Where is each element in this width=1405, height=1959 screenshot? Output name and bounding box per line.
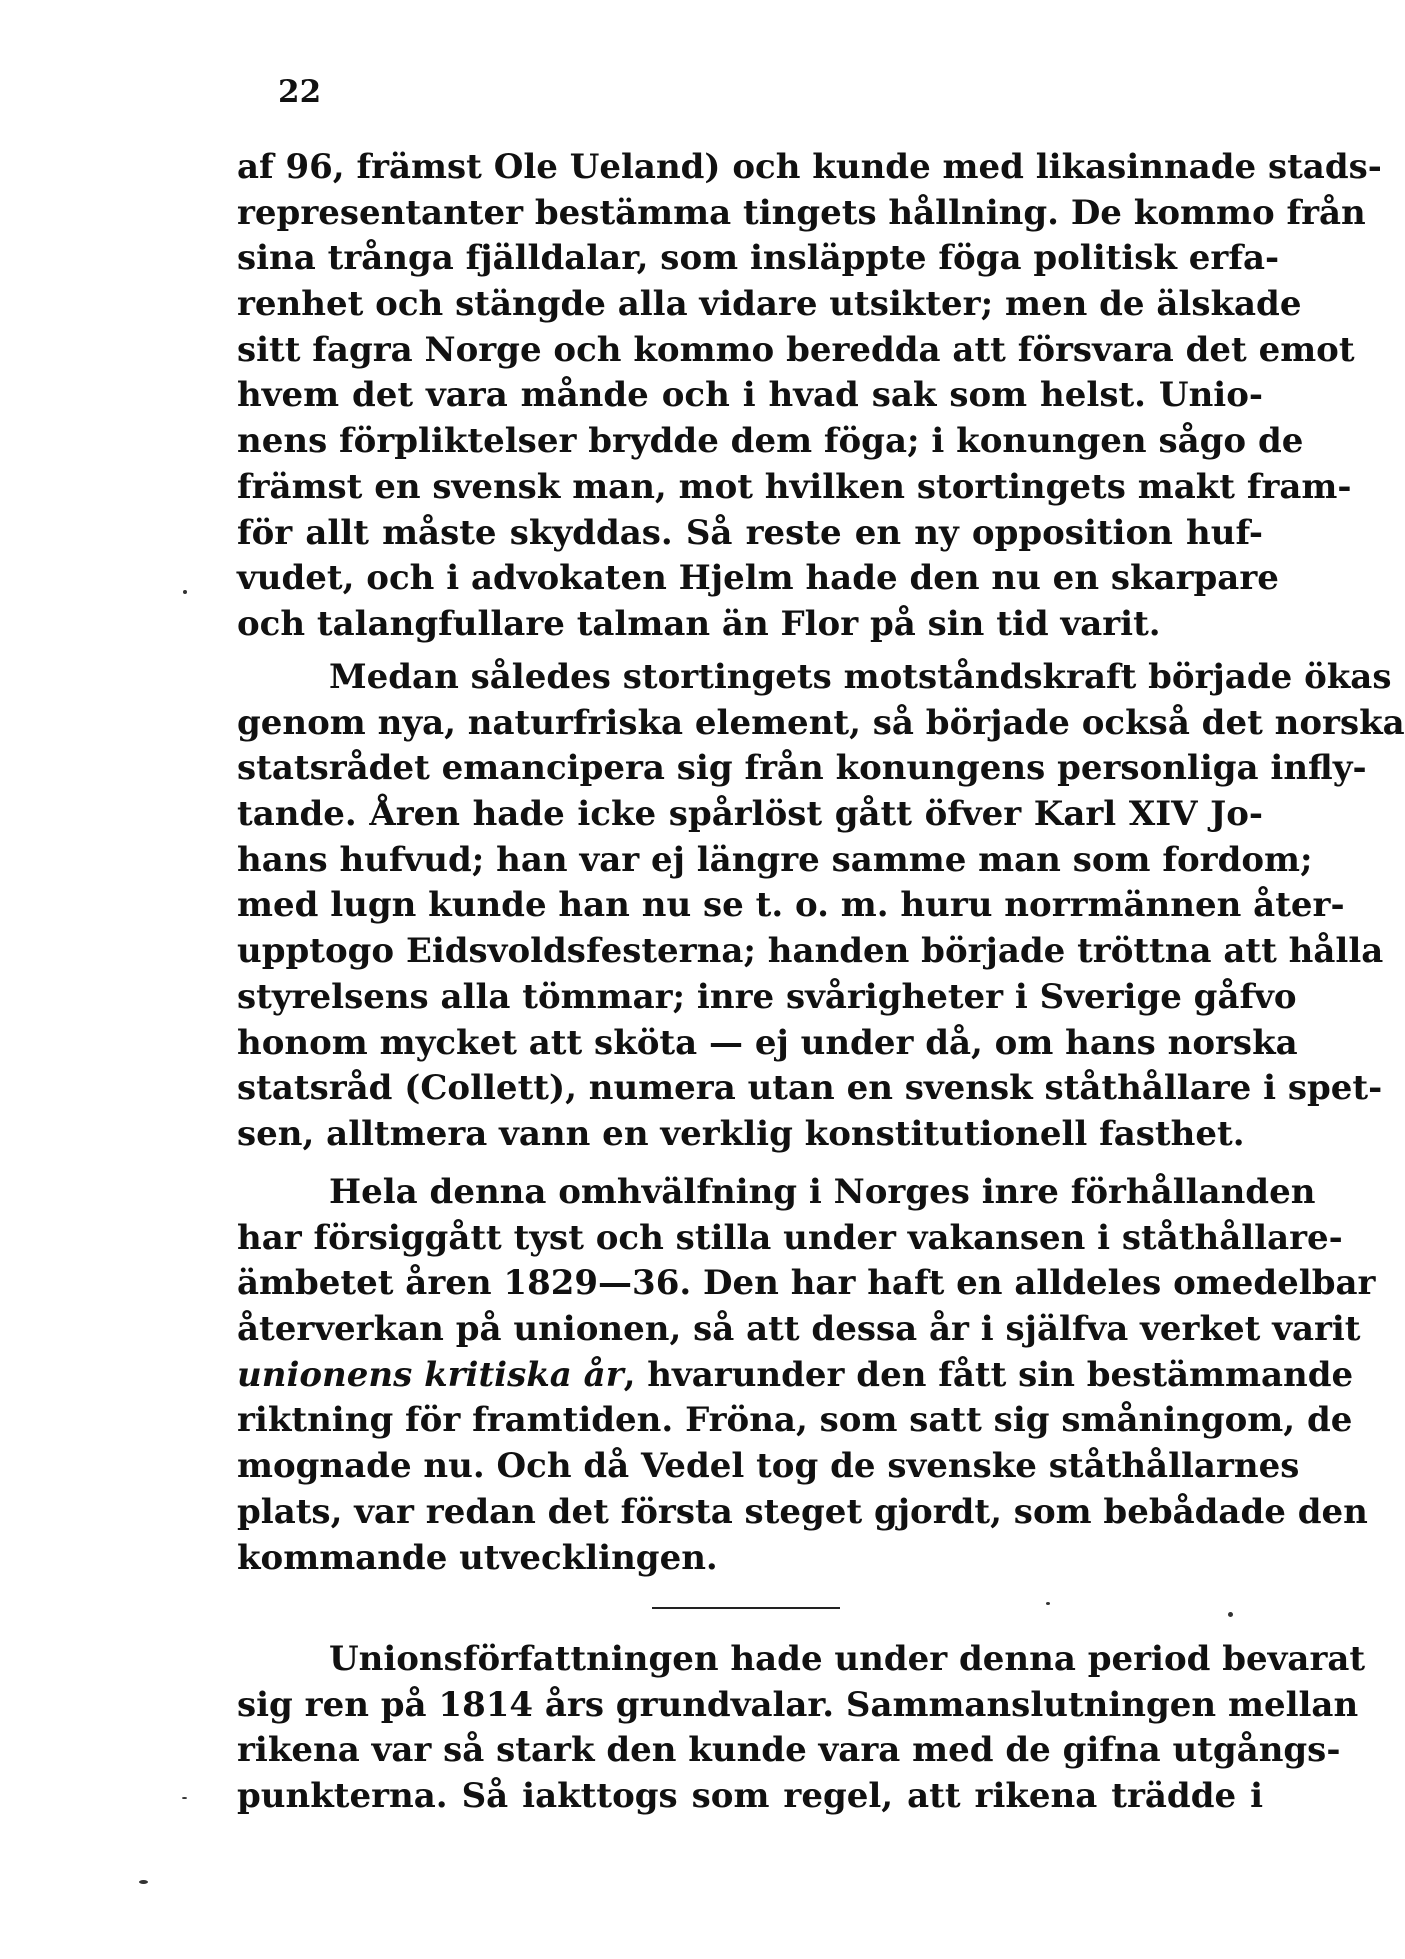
text-line: af 96, främst Ole Ueland) och kunde med likasinnade stads-	[237, 147, 1382, 187]
text-line-with-italic	[237, 1353, 1354, 1399]
scan-speck	[182, 1797, 187, 1799]
paragraph-3	[237, 1170, 1376, 1581]
text-line: statsrådet emancipera sig från konungens personliga infly-	[237, 748, 1367, 789]
text-line: ämbetet åren 1829—36. Den har haft en alldeles omedelbar	[237, 1263, 1376, 1304]
text-line: upptogo Eidsvoldsfesterna; handen började tröttna att hålla	[237, 931, 1384, 972]
text-line: honom mycket att sköta — ej under då, om hans norska	[237, 1022, 1298, 1063]
text-line: rikena var så stark den kunde vara med de gifna utgångs-	[237, 1730, 1341, 1771]
section-divider	[652, 1607, 840, 1609]
text-line: sig ren på 1814 års grundvalar. Sammanslutningen mellan	[237, 1684, 1359, 1725]
text-line: riktning för framtiden. Fröna, som satt sig småningom, de	[237, 1400, 1353, 1441]
scan-speck	[1046, 1602, 1050, 1605]
scan-speck	[139, 1880, 148, 1884]
paragraph-4	[237, 1637, 1366, 1820]
text-line: sitt fagra Norge och kommo beredda att försvara det emot	[237, 329, 1355, 370]
scan-speck	[183, 590, 187, 594]
scan-speck	[1228, 1612, 1233, 1617]
paragraph-1	[237, 145, 1382, 648]
paragraph-2	[237, 655, 1405, 1158]
page-number: 22	[278, 74, 322, 110]
text-line: Hela denna omhvälfning i Norges inre förhållanden	[329, 1172, 1316, 1212]
text-line: kommande utvecklingen.	[237, 1537, 718, 1578]
text-line: för allt måste skyddas. Så reste en ny opposition huf-	[237, 512, 1263, 553]
text-line: representanter bestämma tingets hållning. De kommo från	[237, 192, 1366, 233]
text-line: sen, alltmera vann en verklig konstitutionell fasthet.	[237, 1113, 1245, 1154]
text-line: plats, var redan det första steget gjordt, som bebådade den	[237, 1491, 1368, 1532]
text-line: tande. Åren hade icke spårlöst gått öfver Karl XIV Jo-	[237, 794, 1263, 835]
text-line: hans hufvud; han var ej längre samme man som fordom;	[237, 839, 1313, 880]
text-line: med lugn kunde han nu se t. o. m. huru norrmännen åter-	[237, 885, 1345, 926]
italic-phrase: unionens kritiska år	[237, 1354, 624, 1395]
text-line: vudet, och i advokaten Hjelm hade den nu en skarpare	[237, 558, 1279, 599]
text-line: hvem det vara månde och i hvad sak som helst. Unio-	[237, 375, 1263, 416]
text-line: styrelsens alla tömmar; inre svårigheter i Sverige gåfvo	[237, 976, 1297, 1017]
text-line: nens förpliktelser brydde dem föga; i konungen sågo de	[237, 421, 1304, 462]
text-line: och talangfullare talman än Flor på sin tid varit.	[237, 603, 1161, 644]
text-line: återverkan på unionen, så att dessa år i själfva verket varit	[237, 1309, 1361, 1350]
text-line: sina trånga fjälldalar, som insläppte föga politisk erfa-	[237, 238, 1280, 279]
text-line: mognade nu. Och då Vedel tog de svenske ståthållarnes	[237, 1446, 1300, 1487]
text-line: statsråd (Collett), numera utan en svensk ståthållare i spet-	[237, 1068, 1383, 1109]
text-line: har försiggått tyst och stilla under vakansen i ståthållare-	[237, 1217, 1343, 1258]
text-line-rest: , hvarunder den fått sin bestämmande	[623, 1354, 1354, 1395]
text-line: renhet och stängde alla vidare utsikter; men de älskade	[237, 284, 1302, 325]
text-line: punkterna. Så iakttogs som regel, att rikena trädde i	[237, 1776, 1263, 1817]
text-line: Medan således stortingets motståndskraft började ökas	[329, 657, 1392, 697]
text-line: främst en svensk man, mot hvilken stortingets makt fram-	[237, 466, 1352, 507]
text-line: genom nya, naturfriska element, så började också det norska	[237, 702, 1405, 743]
text-line: Unionsförfattningen hade under denna period bevarat	[329, 1639, 1366, 1679]
